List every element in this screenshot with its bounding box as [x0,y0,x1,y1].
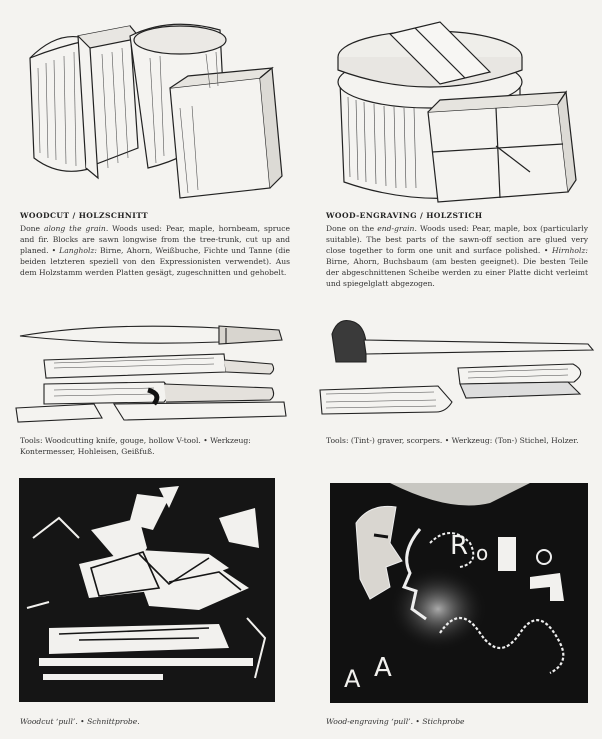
woodcut-block-illustration [20,18,290,203]
wood-engraving-block-illustration [330,12,592,207]
woodcut-section [20,211,290,278]
woodcut-description: Done along the grain. Woods used: Pear, maple, hornbeam, spruce and fir. Blocks are sawn longwise from the tree-trunk, cut up and planed. • Langholz: Birne, Ahorn, Weißbuche, Fichte und Tanne (die beiden letzteren speziell von den Expressionisten verwendet). Aus dem Holzstamm werden Platten gesägt, zugeschnitten und gehobelt. [20,224,290,277]
wood-engraving-section [326,211,588,289]
woodcut-tools-illustration [14,318,294,428]
print-letter-a-second: A [374,653,392,683]
print-letter-a-first: A [344,665,361,693]
wood-engraving-pull-print [330,483,588,703]
print-letter-o: o [476,541,489,565]
wood-engraving-heading: WOOD-ENGRAVING / HOLZSTICH [326,211,483,220]
woodcut-tools-caption: Tools: Woodcutting knife, gouge, hollow V-tool. • Werkzeug: Kontermesser, Hohleisen, Geißfuß. [20,436,251,456]
wood-engraving-proof-caption: Wood-engraving ‘pull’. • Stichprobe [326,717,465,726]
print-letter-r: R [450,531,469,561]
woodcut-pull-print [19,478,275,702]
woodcut-proof-caption: Woodcut ‘pull’. • Schnittprobe. [20,717,140,726]
wood-engraving-tools-illustration [318,312,600,427]
wood-engraving-tools-caption: Tools: (Tint-) graver, scorpers. • Werkzeug: (Ton-) Stichel, Holzer. [326,436,579,445]
woodcut-heading: WOODCUT / HOLZSCHNITT [20,211,149,220]
wood-engraving-description: Done on the end-grain. Woods used: Pear, maple, box (particularly suitable). The best parts of the sawn-off section are glued very close together to form one unit and surface polished. • Hirnholz: Birne, Ahorn, Buchsbaum (am besten geeignet). Die besten Teile der abgeschnittenen Scheibe werden zu einer Platte dicht verleimt und spiegelglatt abgezogen. [326,224,588,288]
